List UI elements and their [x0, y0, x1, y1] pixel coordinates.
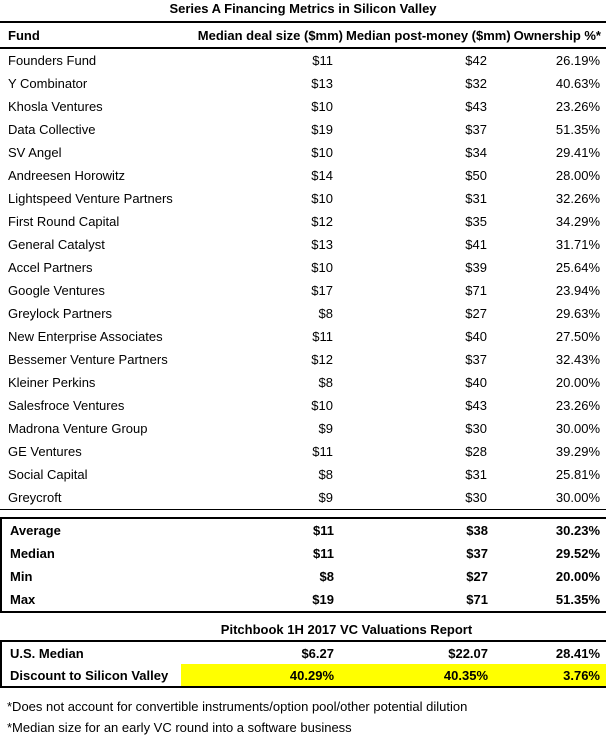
- post-money-cell: $34: [465, 145, 487, 160]
- ownership-cell: 30.23%: [555, 523, 600, 538]
- fund-name-cell: Andreesen Horowitz: [8, 168, 126, 183]
- ownership-cell: 28.00%: [555, 168, 600, 183]
- table-row: [1, 518, 606, 542]
- table-row: [0, 325, 606, 348]
- deal-size-cell: $11: [312, 329, 333, 344]
- table-row: [0, 417, 606, 440]
- table-row: [0, 233, 606, 256]
- ownership-cell: 30.00%: [497, 486, 606, 510]
- deal-size-cell: $12: [311, 352, 333, 367]
- ownership-cell: 32.26%: [555, 191, 600, 206]
- table-row: [0, 302, 606, 325]
- post-money-column-header: Median post-money ($mm): [345, 22, 497, 48]
- post-money-cell: $39: [465, 260, 487, 275]
- deal-size-cell: $9: [180, 486, 345, 510]
- summary-stats-table: [0, 517, 606, 613]
- post-money-cell: $37: [466, 546, 488, 561]
- ownership-cell: 27.50%: [555, 329, 600, 344]
- fund-name-cell: Social Capital: [8, 467, 88, 482]
- pitchbook-comparison-table: [0, 640, 606, 688]
- deal-size-cell: $13: [311, 76, 333, 91]
- deal-size-cell: $9: [318, 421, 333, 436]
- ownership-cell: 28.41%: [555, 645, 600, 661]
- ownership-cell: 51.35%: [555, 122, 600, 137]
- table-row: [0, 486, 606, 510]
- table-row: [0, 256, 606, 279]
- ownership-cell: 20.00%: [555, 569, 600, 584]
- ownership-cell: 29.41%: [555, 145, 600, 160]
- ownership-cell: 40.63%: [555, 76, 600, 91]
- post-money-cell: $37: [465, 122, 487, 137]
- post-money-cell: $42: [465, 53, 487, 68]
- post-money-cell: $31: [465, 467, 487, 482]
- deal-size-cell: $8: [318, 306, 333, 321]
- post-money-cell: $37: [465, 352, 487, 367]
- table-row: [0, 348, 606, 371]
- post-money-cell: $27: [466, 569, 488, 584]
- deal-size-cell: $8: [318, 375, 333, 390]
- fund-name-cell: Greycroft: [0, 486, 180, 510]
- table-row: [0, 463, 606, 486]
- table-row: [1, 542, 606, 565]
- page-title: Series A Financing Metrics in Silicon Valley: [169, 1, 437, 16]
- deal-size-cell: $10: [311, 99, 333, 114]
- financing-table: [0, 21, 606, 510]
- table-row: [0, 371, 606, 394]
- fund-name-cell: Discount to Silicon Valley: [10, 667, 169, 683]
- fund-name-cell: Greylock Partners: [8, 306, 113, 321]
- deal-size-cell: $10: [311, 145, 333, 160]
- ownership-cell: 20.00%: [555, 375, 600, 390]
- fund-name-cell: Khosla Ventures: [8, 99, 103, 114]
- ownership-cell: 34.29%: [555, 214, 600, 229]
- post-money-cell: $40: [465, 329, 487, 344]
- fund-name-cell: Kleiner Perkins: [8, 375, 96, 390]
- deal-size-cell: $11: [312, 53, 333, 68]
- fund-name-cell: Lightspeed Venture Partners: [8, 191, 173, 206]
- deal-size-cell: $10: [311, 191, 333, 206]
- ownership-cell: 29.63%: [555, 306, 600, 321]
- table-row: [0, 279, 606, 302]
- fund-name-cell: Average: [10, 523, 61, 538]
- post-money-cell: $71: [466, 592, 488, 607]
- post-money-cell: 40.35%: [346, 664, 498, 687]
- footnote-dilution: *Does not account for convertible instruments/option pool/other potential dilution: [7, 699, 468, 714]
- post-money-cell: $38: [466, 523, 488, 538]
- post-money-cell: $32: [465, 76, 487, 91]
- post-money-cell: $30: [465, 421, 487, 436]
- header-row: [0, 22, 606, 48]
- fund-table-body: [0, 48, 606, 510]
- table-row: [0, 164, 606, 187]
- deal-size-cell: $17: [311, 283, 333, 298]
- ownership-cell: 3.76%: [498, 664, 606, 687]
- table-row: [0, 187, 606, 210]
- ownership-cell: 30.00%: [555, 421, 600, 436]
- table-row: [1, 588, 606, 612]
- table-row: [1, 565, 606, 588]
- deal-size-cell: $10: [311, 260, 333, 275]
- deal-size-cell: $19: [311, 122, 333, 137]
- fund-name-cell: Madrona Venture Group: [8, 421, 148, 436]
- ownership-cell: 51.35%: [555, 592, 600, 607]
- deal-size-cell: $6.27: [301, 645, 334, 661]
- ownership-cell: 23.94%: [555, 283, 600, 298]
- fund-name-cell: Y Combinator: [8, 76, 88, 91]
- fund-name-cell: Bessemer Venture Partners: [8, 352, 168, 367]
- deal-size-cell: $14: [311, 168, 333, 183]
- fund-name-cell: Data Collective: [8, 122, 96, 137]
- fund-name-cell: Google Ventures: [8, 283, 105, 298]
- post-money-cell: $35: [465, 214, 487, 229]
- ownership-cell: 25.81%: [555, 467, 600, 482]
- deal-size-column-header: Median deal size ($mm): [180, 22, 345, 48]
- table-row: [0, 210, 606, 233]
- post-money-cell: $43: [465, 398, 487, 413]
- post-money-cell: $41: [465, 237, 487, 252]
- deal-size-cell: 40.29%: [181, 664, 346, 687]
- deal-size-cell: $8: [318, 467, 333, 482]
- ownership-cell: 23.26%: [555, 99, 600, 114]
- table-row: [0, 48, 606, 72]
- deal-size-cell: $10: [311, 398, 333, 413]
- ownership-cell: 26.19%: [555, 53, 600, 68]
- post-money-cell: $30: [345, 486, 497, 510]
- deal-size-cell: $11: [313, 546, 334, 561]
- pitchbook-table-body: [1, 641, 606, 687]
- post-money-cell: $43: [465, 99, 487, 114]
- table-row: [0, 440, 606, 463]
- fund-name-cell: SV Angel: [8, 145, 62, 160]
- deal-size-cell: $19: [312, 592, 334, 607]
- ownership-cell: 39.29%: [555, 444, 600, 459]
- table-row: [1, 641, 606, 664]
- fund-name-cell: GE Ventures: [8, 444, 82, 459]
- deal-size-cell: $11: [312, 444, 333, 459]
- table-row: [0, 95, 606, 118]
- deal-size-cell: $12: [311, 214, 333, 229]
- fund-name-cell: Median: [10, 546, 55, 561]
- pitchbook-section-title: Pitchbook 1H 2017 VC Valuations Report: [220, 622, 473, 637]
- deal-size-cell: $8: [319, 569, 334, 584]
- ownership-cell: 23.26%: [555, 398, 600, 413]
- fund-column-header: Fund: [0, 22, 180, 48]
- table-row: [0, 141, 606, 164]
- post-money-cell: $22.07: [448, 645, 488, 661]
- fund-name-cell: Max: [10, 592, 36, 607]
- fund-name-cell: First Round Capital: [8, 214, 120, 229]
- post-money-cell: $31: [465, 191, 487, 206]
- fund-name-cell: Founders Fund: [8, 53, 97, 68]
- footnote-median-size: *Median size for an early VC round into a software business: [7, 720, 352, 735]
- summary-table-body: [1, 518, 606, 612]
- fund-name-cell: New Enterprise Associates: [8, 329, 163, 344]
- ownership-cell: 29.52%: [555, 546, 600, 561]
- post-money-cell: $28: [465, 444, 487, 459]
- post-money-cell: $40: [465, 375, 487, 390]
- ownership-cell: 25.64%: [555, 260, 600, 275]
- fund-name-cell: Min: [10, 569, 33, 584]
- table-row: [0, 72, 606, 95]
- fund-name-cell: General Catalyst: [8, 237, 105, 252]
- table-row: [0, 394, 606, 417]
- post-money-cell: $50: [465, 168, 487, 183]
- ownership-cell: 32.43%: [555, 352, 600, 367]
- ownership-cell: 31.71%: [555, 237, 600, 252]
- fund-name-cell: Accel Partners: [8, 260, 93, 275]
- fund-name-cell: Salesfroce Ventures: [8, 398, 125, 413]
- table-row: [0, 118, 606, 141]
- post-money-cell: $27: [465, 306, 487, 321]
- deal-size-cell: $13: [311, 237, 333, 252]
- table-row: [1, 664, 606, 687]
- deal-size-cell: $11: [313, 523, 334, 538]
- ownership-column-header: Ownership %*: [497, 22, 606, 48]
- post-money-cell: $71: [465, 283, 487, 298]
- fund-name-cell: U.S. Median: [10, 645, 84, 661]
